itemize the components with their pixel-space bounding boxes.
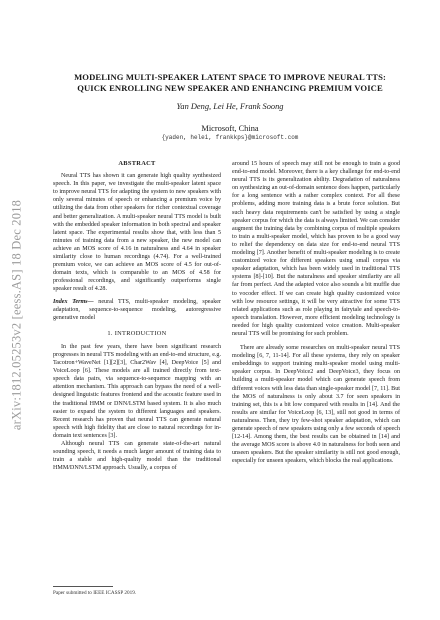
paper-title	[40, 72, 420, 94]
index-terms-text: neural TTS, multi-speaker modeling, speaker adaptation, sequence-to-sequence modeling, autoregressive generative model	[53, 298, 221, 321]
arxiv-sidebar	[10, 150, 24, 480]
intro-heading: 1. INTRODUCTION	[107, 329, 167, 337]
right-paragraph-2: There are already some researches on multi-speaker neural TTS modeling [6, 7, 11-14]. For all these systems, they rely on speaker embeddings to support training multi-speaker model using multi-speaker corpus. In DeepVoice2 and DeepVoice3, they focus on building a multi-speaker model which can generate speech from different voices with less data than single-speaker model [7, 11]. But the MOS of naturalness is only about 3.7 for seen speakers in training set, this is a bit low compared with results in [14]. And the results are similar for VoiceLoop [6, 13], still not good in terms of naturalness. Then, they try few-shot speaker adaptation, which can generate speech of new speakers using only a few seconds of speech [12-14]. Among them, the best results can be obtained in [14] and the average MOS score is above 4.0 in naturalness for both seen and unseen speakers. But the speaker similarity is still not good enough, especially for unseen speakers, which blocks the real applications.	[232, 345, 400, 465]
title-line-2: QUICK ENROLLING NEW SPEAKER AND ENHANCING PREMIUM VOICE	[77, 83, 383, 93]
affiliation: Microsoft, China	[201, 124, 259, 133]
arxiv-id[interactable]: arXiv:1812.05253v2 [eess.AS] 18 Dec 2018	[9, 199, 24, 431]
footnote-rule	[53, 586, 113, 587]
abstract-text: Neural TTS has shown it can generate high quality synthesized speech. In this paper, we investigate the multi-speaker latent space to improve neural TTS for adapting the system to new speakers with only several minutes of speech or enhancing a premium voice by utilizing the data from other speakers for richer contextual coverage and better generalization. A multi-speaker neural TTS model is built with the embedded speaker information in both spectral and speaker latent space. The experimental results show that, with less than 5 minutes of training data from a new speaker, the new model can achieve an MOS score of 4.16 in naturalness and 4.64 in speaker similarity close to human recordings (4.74). For a well-trained premium voice, we can achieve an MOS score of 4.5 for out-of-domain texts, which is comparable to an MOS of 4.58 for professional recordings, and significantly outperforms single speaker result of 4.28.	[53, 173, 221, 293]
index-terms	[53, 298, 221, 322]
email: {yaden, helei, frankkps}@microsoft.com	[161, 134, 299, 141]
footnote: Paper submitted to IEEE ICASSP 2019.	[53, 590, 137, 596]
authors: Yan Deng, Lei He, Frank Soong	[176, 102, 284, 111]
right-paragraph-1: around 15 hours of speech may still not be enough to train a good end-to-end model. Moreover, there is a key challenge for end-to-end neural TTS is its generalization ability. Degradation of naturalness on synthesizing an out-of-domain sentence does happen, particularly for a long sentence with a rather complex context. For all these problems, adding more training data is a brute force solution. But such heavy data requirements can't be satisfied by using a single speaker corpus for which the data is always limited. We can consider augment the training data by combining corpus of multiple speakers to train a multi-speaker model, which has proven to be a good way to relief the dependency on data size for end-to-end neural TTS modeling [7]. Another benefit of multi-speaker modeling is to create customized voice for different speakers using small corpus via speaker adaptation, which has been widely used in traditional TTS systems [8]-[10]. But the naturalness and speaker similarity are all far from perfect. And the adapted voice also sounds a bit muffle due to vocoder effect. If we can create high quality customized voice with low resource settings, it will be very attractive for some TTS related applications such as role playing in fairytale and speech-to-speech translation. However, more efficient modeling technology is needed for high quality customized voice creation. Multi-speaker neural TTS will be promising for such problem.	[232, 161, 400, 337]
left-column	[53, 160, 221, 472]
intro-paragraph-2: Although neural TTS can generate state-of-the-art natural sounding speech, it needs a much larger amount of training data to train a stable and high-quality model than the traditional HMM/DNN/LSTM approach. Usually, a corpus of	[53, 441, 221, 472]
intro-paragraph-1: In the past few years, there have been significant research progresses in neural TTS modeling with an end-to-end structure, e.g. Tacotron+WaveNet [1][2][3], Char2Wav [4], DeepVoice [5] and VoiceLoop [6]. These models are all trained directly from text-speech data pairs, via sequence-to-sequence mapping with an attention mechanism. This approach can bypass the need of a well-designed linguistic features frontend and the acoustic feature used in the traditional HMM or DNN/LSTM based system. It is also much easier to expand the system to different languages and speakers. Recent research has proven that neural TTS can generate natural speech with high fidelity that are close to natural recordings for in-domain text sentences [3].	[53, 343, 221, 439]
abstract-heading: ABSTRACT	[118, 160, 156, 167]
title-line-1: MODELING MULTI-SPEAKER LATENT SPACE TO IMPROVE NEURAL TTS:	[74, 72, 386, 82]
index-terms-label: Index Terms—	[53, 298, 94, 305]
right-column	[232, 160, 400, 465]
